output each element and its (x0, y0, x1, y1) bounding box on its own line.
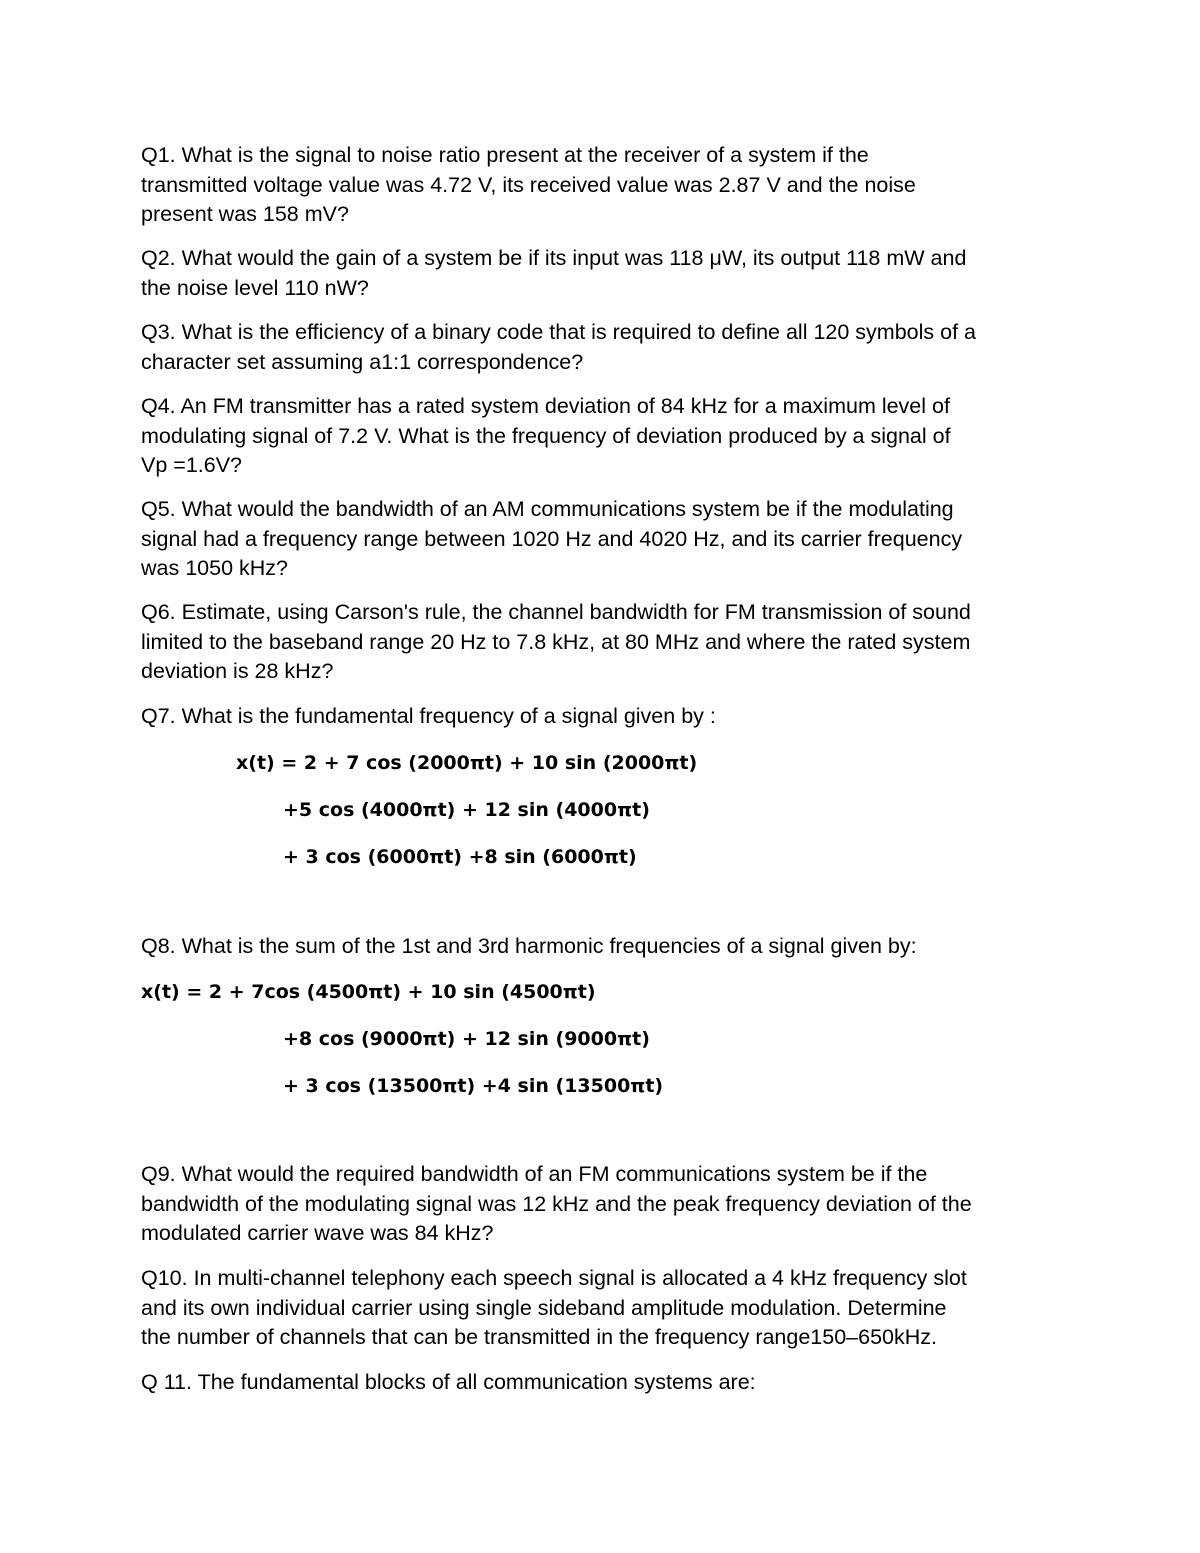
question-10 (141, 1264, 1071, 1353)
question-4-line-2: modulating signal of 7.2 V. What is the frequency of deviation produced by a signal of (141, 423, 951, 448)
question-8-equation-line-1: x(t) = 2 + 7cos (4500πt) + 10 sin (4500πt) (141, 981, 596, 1003)
question-1-line-1: Q1. What is the signal to noise ratio present at the receiver of a system if the (141, 143, 869, 167)
question-4-line-3: Vp =1.6V? (141, 453, 243, 477)
question-7 (141, 702, 1071, 732)
question-7-equation-line-3: + 3 cos (6000πt) +8 sin (6000πt) (283, 846, 637, 868)
question-9 (141, 1160, 1071, 1249)
question-4 (141, 392, 1071, 481)
question-7-line-1: Q7. What is the fundamental frequency of a signal given by : (141, 704, 716, 728)
question-9-line-2: bandwidth of the modulating signal was 12 kHz and the peak frequency deviation of the (141, 1191, 972, 1216)
question-5-line-3: was 1050 kHz? (141, 556, 288, 580)
question-7-equation-line-2: +5 cos (4000πt) + 12 sin (4000πt) (283, 799, 650, 821)
question-1 (141, 141, 1071, 230)
question-2-line-1: Q2. What would the gain of a system be if its input was 118 μW, its output 118 mW and (141, 246, 967, 270)
question-8-equation-line-3: + 3 cos (13500πt) +4 sin (13500πt) (283, 1075, 664, 1097)
question-10-line-2: and its own individual carrier using single sideband amplitude modulation. Determine (141, 1295, 947, 1320)
question-10-line-3: the number of channels that can be transmitted in the frequency range150–650kHz. (141, 1325, 938, 1349)
question-9-line-1: Q9. What would the required bandwidth of an FM communications system be if the (141, 1162, 928, 1186)
question-6 (141, 598, 1071, 687)
question-2-line-2: the noise level 110 nW? (141, 275, 369, 300)
question-2 (141, 244, 1071, 303)
question-5 (141, 495, 1071, 584)
question-1-line-2: transmitted voltage value was 4.72 V, its received value was 2.87 V and the noise (141, 172, 916, 197)
question-6-line-1: Q6. Estimate, using Carson's rule, the channel bandwidth for FM transmission of sound (141, 600, 971, 624)
question-8-equation-line-2: +8 cos (9000πt) + 12 sin (9000πt) (283, 1028, 650, 1050)
question-5-line-1: Q5. What would the bandwidth of an AM communications system be if the modulating (141, 497, 954, 521)
question-6-line-2: limited to the baseband range 20 Hz to 7.8 kHz, at 80 MHz and where the rated system (141, 629, 971, 654)
question-3 (141, 318, 1071, 377)
question-8-line-1: Q8. What is the sum of the 1st and 3rd harmonic frequencies of a signal given by: (141, 934, 917, 958)
question-9-line-3: modulated carrier wave was 84 kHz? (141, 1221, 494, 1245)
question-3-line-1: Q3. What is the efficiency of a binary code that is required to define all 120 symbols of a (141, 320, 976, 344)
question-3-line-2: character set assuming a1:1 correspondence? (141, 349, 584, 374)
question-7-equation-line-1: x(t) = 2 + 7 cos (2000πt) + 10 sin (2000πt) (236, 752, 698, 774)
question-8 (141, 932, 1071, 962)
question-11-line-1: Q 11. The fundamental blocks of all communication systems are: (141, 1370, 756, 1394)
question-11 (141, 1368, 1071, 1398)
question-6-line-3: deviation is 28 kHz? (141, 659, 334, 683)
question-5-line-2: signal had a frequency range between 1020 Hz and 4020 Hz, and its carrier frequency (141, 526, 963, 551)
question-1-line-3: present was 158 mV? (141, 202, 349, 226)
question-10-line-1: Q10. In multi-channel telephony each speech signal is allocated a 4 kHz frequency slot (141, 1266, 967, 1290)
question-4-line-1: Q4. An FM transmitter has a rated system deviation of 84 kHz for a maximum level of (141, 394, 950, 418)
